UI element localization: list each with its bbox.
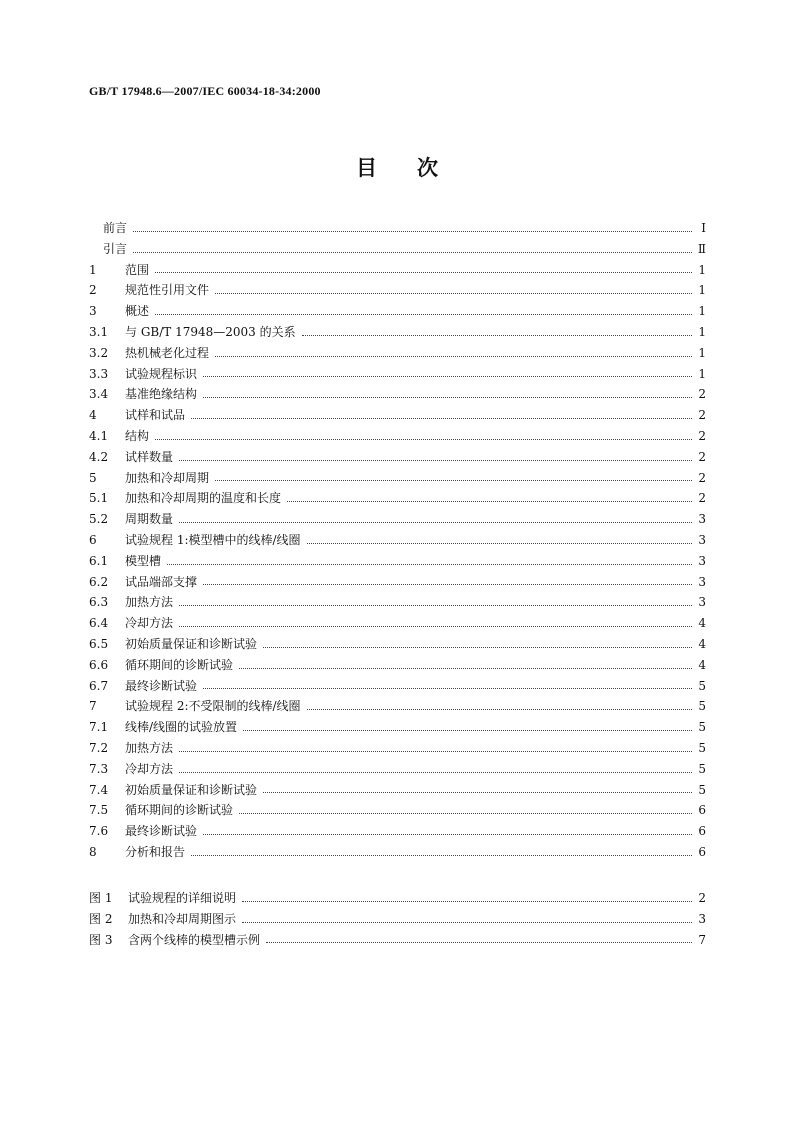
entry-title: 加热方法 — [125, 595, 174, 610]
entry-title: 与 GB/T 17948—2003 的关系 — [125, 324, 296, 339]
entry-page-number: 6 — [698, 803, 706, 818]
entry-title: 加热方法 — [125, 740, 174, 755]
entry-number: 6.3 — [89, 595, 109, 610]
toc-entry[interactable] — [89, 426, 706, 447]
entry-title: 冷却方法 — [125, 761, 174, 776]
toc-entry[interactable] — [89, 301, 706, 322]
entry-page-number: 2 — [698, 428, 706, 443]
entry-page-number: 5 — [698, 761, 706, 776]
entry-number: 6.5 — [89, 636, 109, 651]
dot-leader — [302, 335, 692, 336]
entry-page-number: 6 — [698, 824, 706, 839]
entry-number: 7.3 — [89, 761, 109, 776]
dot-leader — [203, 397, 692, 398]
entry-title: 规范性引用文件 — [125, 283, 210, 298]
toc-entry[interactable] — [89, 592, 706, 613]
entry-number: 3.4 — [89, 387, 109, 402]
standard-id-header: GB/T 17948.6—2007/IEC 60034-18-34:2000 — [89, 84, 321, 98]
dot-leader — [215, 356, 692, 357]
entry-number: 7.6 — [89, 824, 109, 839]
entry-number: 图 3 — [89, 932, 113, 947]
entry-page-number: 5 — [698, 720, 706, 735]
entry-title: 循环期间的诊断试验 — [125, 657, 234, 672]
dot-leader — [215, 293, 692, 294]
entry-page-number: 2 — [698, 449, 706, 464]
toc-entry[interactable] — [89, 613, 706, 634]
entry-number: 6 — [89, 532, 97, 547]
entry-number: 3.1 — [89, 324, 109, 339]
toc-entry[interactable] — [89, 343, 706, 364]
entry-page-number: 2 — [698, 470, 706, 485]
entry-title: 最终诊断试验 — [125, 824, 198, 839]
entry-number: 5 — [89, 470, 97, 485]
dot-leader — [203, 376, 692, 377]
toc-entry[interactable] — [89, 447, 706, 468]
entry-title: 试验规程标识 — [125, 366, 198, 381]
dot-leader — [239, 668, 692, 669]
entry-page-number: 3 — [698, 553, 706, 568]
entry-number: 6.1 — [89, 553, 109, 568]
entry-number: 图 2 — [89, 911, 113, 926]
toc-entry[interactable] — [89, 364, 706, 385]
dot-leader — [307, 543, 692, 544]
entry-title: 最终诊断试验 — [125, 678, 198, 693]
entry-page-number: 7 — [698, 932, 706, 947]
toc-entry[interactable] — [89, 676, 706, 697]
figure-entry[interactable] — [89, 888, 706, 909]
dot-leader — [179, 460, 692, 461]
entry-title: 范围 — [125, 262, 150, 277]
dot-leader — [155, 439, 692, 440]
entry-page-number: 2 — [698, 491, 706, 506]
entry-number: 3.3 — [89, 366, 109, 381]
entry-title: 基准绝缘结构 — [125, 387, 198, 402]
entry-page-number: 2 — [698, 387, 706, 402]
figure-entry[interactable] — [89, 909, 706, 930]
entry-number: 7.5 — [89, 803, 109, 818]
dot-leader — [203, 688, 692, 689]
entry-title: 概述 — [125, 304, 150, 319]
entry-page-number: 4 — [698, 657, 706, 672]
entry-page-number: 4 — [698, 636, 706, 651]
dot-leader — [203, 834, 692, 835]
entry-title: 试验规程的详细说明 — [128, 891, 237, 905]
dot-leader — [191, 855, 692, 856]
dot-leader — [263, 647, 692, 648]
dot-leader — [179, 626, 692, 627]
entry-number: 7.2 — [89, 740, 109, 755]
entry-title: 试品端部支撑 — [125, 574, 198, 589]
entry-title: 线棒/线圈的试验放置 — [125, 720, 238, 735]
entry-title: 模型槽 — [125, 553, 162, 568]
dot-leader — [263, 792, 692, 793]
entry-number: 7.1 — [89, 720, 109, 735]
entry-title: 试验规程 2:不受限制的线棒/线圈 — [125, 699, 301, 714]
dot-leader — [215, 480, 692, 481]
dot-leader — [155, 314, 692, 315]
toc-entry[interactable] — [89, 759, 706, 780]
entry-page-number: 5 — [698, 782, 706, 797]
entry-title: 加热和冷却周期 — [125, 470, 210, 485]
entry-page-number: 5 — [698, 678, 706, 693]
dot-leader — [191, 418, 692, 419]
entry-title: 初始质量保证和诊断试验 — [125, 782, 258, 797]
toc-entry[interactable] — [89, 738, 706, 759]
toc-entry[interactable] — [89, 717, 706, 738]
entry-number: 6.4 — [89, 616, 109, 631]
dot-leader — [133, 252, 692, 253]
entry-title: 加热和冷却周期的温度和长度 — [125, 491, 282, 506]
toc-entry[interactable] — [89, 468, 706, 489]
entry-number: 6.2 — [89, 574, 109, 589]
entry-title: 热机械老化过程 — [125, 345, 210, 360]
toc-entry[interactable] — [89, 239, 706, 260]
dot-leader — [179, 772, 692, 773]
toc-list — [89, 218, 706, 863]
entry-page-number: 1 — [698, 345, 706, 360]
toc-entry[interactable] — [89, 551, 706, 572]
entry-number: 5.2 — [89, 512, 109, 527]
entry-number: 4.1 — [89, 428, 109, 443]
dot-leader — [155, 272, 692, 273]
entry-page-number: Ⅰ — [701, 221, 706, 235]
toc-entry[interactable] — [89, 821, 706, 842]
entry-page-number: 2 — [698, 891, 706, 905]
figure-list — [89, 888, 706, 950]
entry-page-number: 1 — [698, 283, 706, 298]
entry-title: 初始质量保证和诊断试验 — [125, 636, 258, 651]
dot-leader — [179, 605, 692, 606]
toc-entry[interactable] — [89, 842, 706, 863]
entry-page-number: 3 — [698, 595, 706, 610]
toc-entry[interactable] — [89, 655, 706, 676]
entry-number: 4.2 — [89, 449, 109, 464]
entry-title: 分析和报告 — [125, 844, 186, 859]
entry-title: 试验规程 1:模型槽中的线棒/线圈 — [125, 532, 301, 547]
entry-page-number: 3 — [698, 911, 706, 926]
entry-page-number: 5 — [698, 699, 706, 714]
entry-number: 3.2 — [89, 345, 109, 360]
entry-page-number: 3 — [698, 532, 706, 547]
dot-leader — [266, 942, 692, 943]
toc-entry[interactable] — [89, 280, 706, 301]
toc-entry[interactable] — [89, 780, 706, 801]
page-title: 目次 — [356, 156, 478, 180]
entry-number: 6.6 — [89, 657, 109, 672]
entry-page-number: 4 — [698, 616, 706, 631]
toc-entry[interactable] — [89, 260, 706, 281]
entry-title: 结构 — [125, 428, 150, 443]
toc-entry[interactable] — [89, 384, 706, 405]
entry-title: 加热和冷却周期图示 — [128, 911, 237, 926]
toc-entry[interactable] — [89, 572, 706, 593]
toc-entry[interactable] — [89, 509, 706, 530]
entry-number: 8 — [89, 844, 97, 859]
dot-leader — [133, 231, 692, 232]
toc-entry[interactable] — [89, 530, 706, 551]
dot-leader — [242, 922, 692, 923]
entry-number: 3 — [89, 304, 97, 319]
toc-entry[interactable] — [89, 488, 706, 509]
toc-entry[interactable] — [89, 405, 706, 426]
toc-entry[interactable] — [89, 800, 706, 821]
entry-title: 引言 — [103, 241, 128, 256]
figure-entry[interactable] — [89, 930, 706, 951]
entry-number: 4 — [89, 408, 97, 423]
toc-entry[interactable] — [89, 322, 706, 343]
dot-leader — [179, 751, 692, 752]
entry-page-number: 1 — [698, 304, 706, 319]
entry-number: 6.7 — [89, 678, 109, 693]
entry-title: 前言 — [103, 221, 128, 235]
entry-page-number: 3 — [698, 512, 706, 527]
entry-page-number: 2 — [698, 408, 706, 423]
entry-page-number: 1 — [698, 366, 706, 381]
entry-number: 7.4 — [89, 782, 109, 797]
entry-page-number: 5 — [698, 740, 706, 755]
entry-number: 7 — [89, 699, 97, 714]
entry-page-number: Ⅱ — [697, 241, 706, 256]
entry-title: 周期数量 — [125, 512, 174, 527]
entry-title: 循环期间的诊断试验 — [125, 803, 234, 818]
entry-number: 1 — [89, 262, 97, 277]
entry-page-number: 3 — [698, 574, 706, 589]
dot-leader — [167, 564, 692, 565]
toc-entry[interactable] — [89, 634, 706, 655]
entry-page-number: 1 — [698, 324, 706, 339]
dot-leader — [287, 501, 692, 502]
dot-leader — [203, 584, 692, 585]
dot-leader — [307, 709, 692, 710]
entry-number: 2 — [89, 283, 97, 298]
dot-leader — [242, 901, 692, 902]
entry-page-number: 6 — [698, 844, 706, 859]
entry-title: 试样和试品 — [125, 408, 186, 423]
entry-number: 5.1 — [89, 491, 109, 506]
entry-title: 含两个线棒的模型槽示例 — [128, 932, 261, 947]
toc-entry[interactable] — [89, 696, 706, 717]
entry-page-number: 1 — [698, 262, 706, 277]
dot-leader — [243, 730, 692, 731]
dot-leader — [239, 813, 692, 814]
toc-entry[interactable] — [89, 218, 706, 239]
dot-leader — [179, 522, 692, 523]
entry-title: 试样数量 — [125, 449, 174, 464]
entry-title: 冷却方法 — [125, 616, 174, 631]
entry-number: 图 1 — [89, 891, 113, 905]
